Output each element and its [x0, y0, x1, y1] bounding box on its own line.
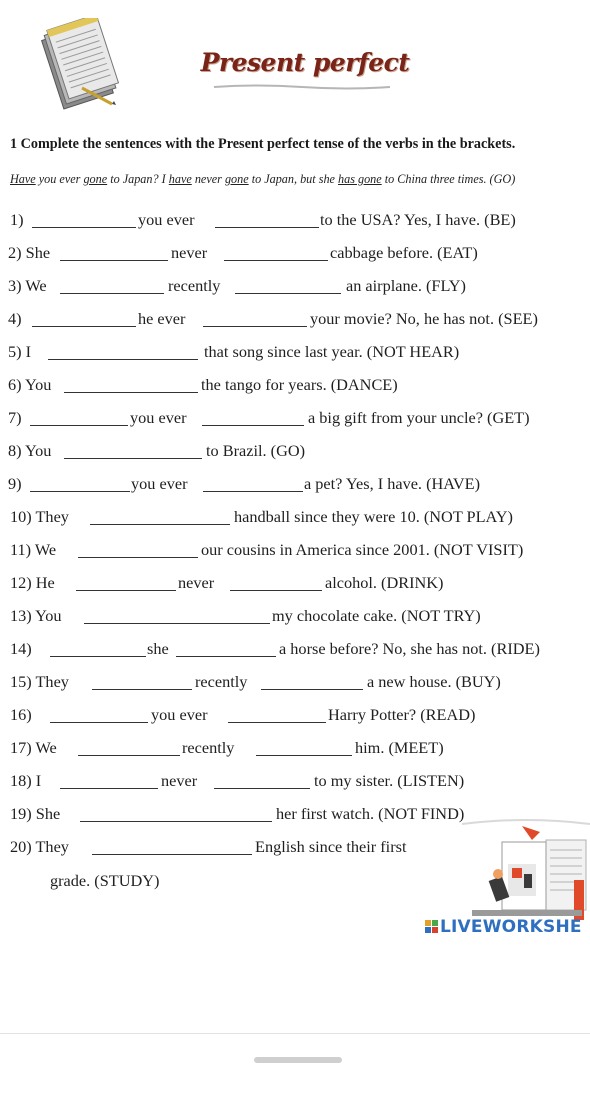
sentence-part: 17) We	[10, 738, 57, 757]
sentence-part: 13) You	[10, 606, 62, 625]
example-part: to China three times. (GO)	[381, 172, 516, 186]
sentence-part: 18) I	[10, 771, 42, 790]
sentence-part: her first watch. (NOT FIND)	[276, 804, 465, 823]
answer-blank[interactable]	[64, 392, 198, 393]
sentence-part: 14)	[10, 639, 32, 658]
sentence-part: 9)	[8, 474, 22, 493]
sentence-part: you ever	[130, 408, 187, 427]
sentence-part: you ever	[151, 705, 208, 724]
example-part: to Japan? I	[107, 172, 169, 186]
answer-blank[interactable]	[50, 722, 148, 723]
sentence-part: 1)	[10, 210, 24, 229]
sentence-part: he ever	[138, 309, 186, 328]
answer-blank[interactable]	[50, 656, 146, 657]
home-indicator-bar[interactable]	[254, 1057, 342, 1063]
sentence-part: him. (MEET)	[355, 738, 444, 757]
page-title: Present perfect	[200, 48, 410, 77]
sentence-part: 3) We	[8, 276, 47, 295]
answer-blank[interactable]	[203, 326, 307, 327]
sentence-part: 15) They	[10, 672, 69, 691]
sentence-part: 7)	[8, 408, 22, 427]
page-divider	[0, 1033, 590, 1034]
answer-blank[interactable]	[60, 260, 168, 261]
sentence-part: a big gift from your uncle? (GET)	[308, 408, 530, 427]
sentence-part: the tango for years. (DANCE)	[201, 375, 398, 394]
answer-blank[interactable]	[30, 425, 128, 426]
answer-blank[interactable]	[76, 590, 176, 591]
sentence-part: a pet? Yes, I have. (HAVE)	[304, 474, 481, 493]
example-part: to Japan, but she	[248, 172, 339, 186]
answer-blank[interactable]	[90, 524, 230, 525]
sentence-part: 16)	[10, 705, 32, 724]
example-part: has gone	[338, 172, 382, 186]
answer-blank[interactable]	[64, 458, 202, 459]
sentence-part: your movie? No, he has not. (SEE)	[310, 309, 538, 328]
sentence-part: 5) I	[8, 342, 32, 361]
answer-blank[interactable]	[202, 425, 304, 426]
answer-blank[interactable]	[80, 821, 272, 822]
answer-blank[interactable]	[214, 788, 310, 789]
sentence-part: 20) They	[10, 837, 69, 856]
example-part: you ever	[35, 172, 84, 186]
sentence-part: you ever	[138, 210, 195, 229]
logo-text: LIVEWORKSHE	[440, 917, 582, 937]
sentence-part: grade. (STUDY)	[50, 871, 160, 890]
sentence-part: 12) He	[10, 573, 55, 592]
answer-blank[interactable]	[176, 656, 276, 657]
example-part: have	[168, 172, 192, 186]
example-part: gone	[83, 172, 108, 186]
sentence-part: never	[171, 243, 208, 262]
sentence-part: 6) You	[8, 375, 52, 394]
sentence-part: never	[178, 573, 215, 592]
sentence-part: my chocolate cake. (NOT TRY)	[272, 606, 481, 625]
sentence-part: English since their first	[255, 837, 407, 856]
example-sentence	[10, 172, 588, 187]
answer-blank[interactable]	[228, 722, 326, 723]
sentence-part: to my sister. (LISTEN)	[314, 771, 465, 790]
answer-blank[interactable]	[92, 854, 252, 855]
answer-blank[interactable]	[60, 293, 164, 294]
sentence-part: 8) You	[8, 441, 52, 460]
sentence-part: recently	[195, 672, 248, 691]
answer-blank[interactable]	[256, 755, 352, 756]
sentence-part: a new house. (BUY)	[367, 672, 501, 691]
sentence-part: 2) She	[8, 243, 51, 262]
sentence-part: she	[147, 639, 169, 658]
sentence-part: to the USA? Yes, I have. (BE)	[320, 210, 516, 229]
answer-blank[interactable]	[224, 260, 328, 261]
sentence-part: 4)	[8, 309, 22, 328]
answer-blank[interactable]	[230, 590, 322, 591]
sentence-part: cabbage before. (EAT)	[330, 243, 478, 262]
answer-blank[interactable]	[78, 557, 198, 558]
answer-blank[interactable]	[84, 623, 270, 624]
answer-blank[interactable]	[32, 326, 136, 327]
answer-blank[interactable]	[48, 359, 198, 360]
sentence-part: an airplane. (FLY)	[346, 276, 466, 295]
liveworksheets-logo-icon	[425, 920, 438, 933]
answer-blank[interactable]	[60, 788, 158, 789]
example-part: never	[191, 172, 225, 186]
sentence-part: Harry Potter? (READ)	[328, 705, 476, 724]
sentence-part: alcohol. (DRINK)	[325, 573, 444, 592]
sentence-part: 19) She	[10, 804, 61, 823]
sentence-part: our cousins in America since 2001. (NOT VISIT)	[201, 540, 524, 559]
liveworksheets-logo	[425, 917, 582, 937]
sentence-part: 11) We	[10, 540, 57, 559]
answer-blank[interactable]	[261, 689, 363, 690]
title-underline-decoration	[212, 84, 392, 90]
example-part: gone	[224, 172, 249, 186]
example-part: Have	[10, 172, 36, 186]
answer-blank[interactable]	[215, 227, 319, 228]
sentence-part: to Brazil. (GO)	[206, 441, 306, 460]
sentence-part: 10) They	[10, 507, 69, 526]
instruction-text: 1 Complete the sentences with the Present perfect tense of the verbs in the brackets.	[10, 136, 516, 152]
answer-blank[interactable]	[235, 293, 341, 294]
sentence-part: recently	[182, 738, 235, 757]
sentence-part: handball since they were 10. (NOT PLAY)	[234, 507, 513, 526]
answer-blank[interactable]	[32, 227, 136, 228]
sentence-part: recently	[168, 276, 221, 295]
sentence-part: that song since last year. (NOT HEAR)	[204, 342, 460, 361]
book-illustration-icon	[462, 818, 590, 928]
answer-blank[interactable]	[30, 491, 130, 492]
answer-blank[interactable]	[92, 689, 192, 690]
answer-blank[interactable]	[78, 755, 180, 756]
answer-blank[interactable]	[203, 491, 303, 492]
sentence-part: you ever	[131, 474, 188, 493]
sentence-part: a horse before? No, she has not. (RIDE)	[279, 639, 540, 658]
sentence-part: never	[161, 771, 198, 790]
document-stack-icon	[30, 18, 130, 118]
